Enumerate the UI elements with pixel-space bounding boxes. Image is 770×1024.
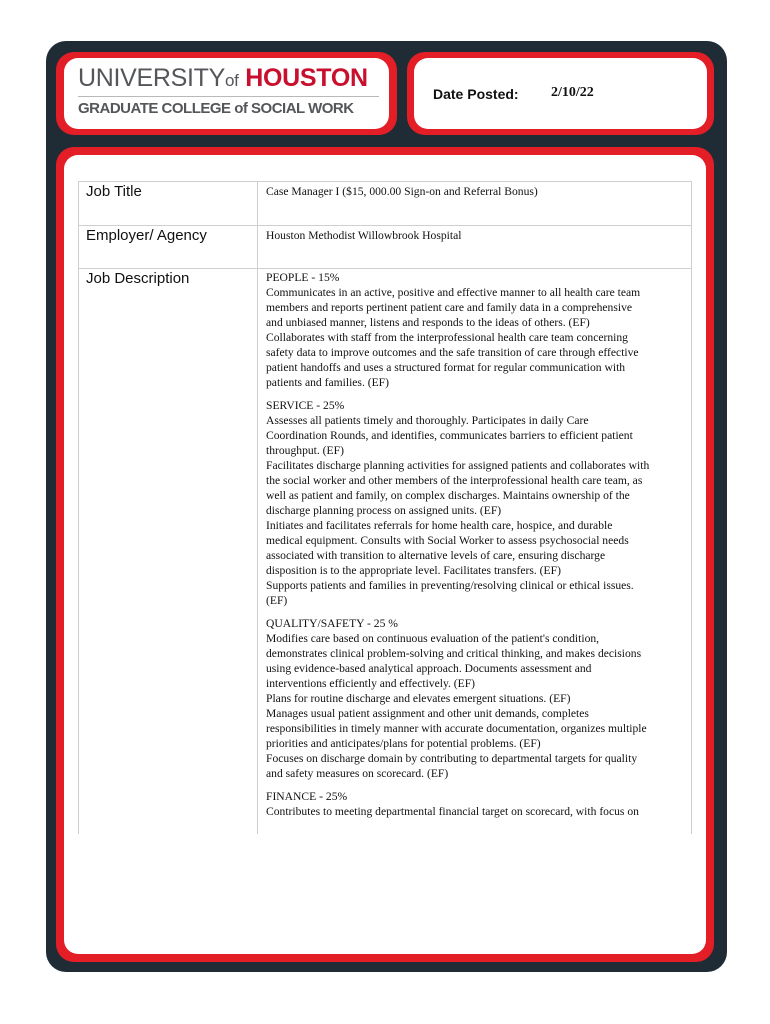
employer-value: Houston Methodist Willowbrook Hospital	[266, 229, 462, 242]
people-heading: PEOPLE - 15%	[266, 271, 340, 284]
description-line: Assesses all patients timely and thoroughly. Participates in daily Care	[266, 414, 589, 427]
logo-of-text: of	[225, 71, 239, 90]
description-line: Manages usual patient assignment and other unit demands, completes	[266, 707, 589, 720]
finance-heading: FINANCE - 25%	[266, 790, 348, 803]
description-line: safety data to improve outcomes and the safe transition of care through effective	[266, 346, 639, 359]
service-heading: SERVICE - 25%	[266, 399, 345, 412]
description-line: associated with transition to alternative levels of care, ensuring discharge	[266, 549, 606, 562]
description-line: and safety measures on scorecard. (EF)	[266, 767, 449, 780]
description-line: throughput. (EF)	[266, 444, 344, 457]
logo-houston-text: HOUSTON	[245, 64, 368, 92]
description-line: members and reports pertinent patient care and family data in a comprehensive	[266, 301, 633, 314]
date-posted-value: 2/10/22	[551, 85, 594, 100]
job-description-label: Job Description	[86, 270, 190, 287]
description-line: patient handoffs and uses a structured format for regular communication with	[266, 361, 626, 374]
description-line: discharge planning process on assigned units. (EF)	[266, 504, 502, 517]
description-line: well as patient and family, on complex discharges. Maintains ownership of the	[266, 489, 630, 502]
date-posted-label: Date Posted:	[433, 86, 519, 102]
description-line: Plans for routine discharge and elevates emergent situations. (EF)	[266, 692, 571, 705]
description-line: Facilitates discharge planning activities for assigned patients and collaborates with	[266, 459, 650, 472]
description-line: the social worker and other members of the interprofessional health care team, as	[266, 474, 643, 487]
table-row-divider	[78, 225, 692, 226]
description-line: Supports patients and families in preventing/resolving clinical or ethical issues.	[266, 579, 634, 592]
logo-college-text: GRADUATE COLLEGE of SOCIAL WORK	[78, 100, 354, 117]
description-line: interventions efficiently and effectively. (EF)	[266, 677, 476, 690]
employer-label: Employer/ Agency	[86, 227, 207, 244]
description-line: patients and families. (EF)	[266, 376, 389, 389]
job-description-text	[266, 270, 686, 819]
logo-university-text: UNIVERSITY	[78, 64, 226, 92]
table-column-divider	[257, 181, 258, 834]
description-line: Initiates and facilitates referrals for home health care, hospice, and durable	[266, 519, 613, 532]
description-line: and unbiased manner, listens and responds to the ideas of others. (EF)	[266, 316, 590, 329]
description-line: using evidence-based analytical approach. Documents assessment and	[266, 662, 592, 675]
description-line: Coordination Rounds, and identifies, communicates barriers to efficient patient	[266, 429, 633, 442]
table-row-divider	[78, 268, 692, 269]
quality-heading: QUALITY/SAFETY - 25 %	[266, 617, 398, 630]
logo-divider	[78, 96, 379, 97]
job-title-label: Job Title	[86, 183, 142, 200]
university-logo	[78, 64, 368, 95]
description-line: demonstrates clinical problem-solving and critical thinking, and makes decisions	[266, 647, 642, 660]
description-line: (EF)	[266, 594, 288, 607]
description-line: Communicates in an active, positive and effective manner to all health care team	[266, 286, 641, 299]
description-line: medical equipment. Consults with Social Worker to assess psychosocial needs	[266, 534, 629, 547]
description-line: Modifies care based on continuous evaluation of the patient's condition,	[266, 632, 600, 645]
description-line: disposition is to the appropriate level. Facilitates transfers. (EF)	[266, 564, 561, 577]
description-line: Collaborates with staff from the interprofessional health care team concerning	[266, 331, 628, 344]
description-line: priorities and anticipates/plans for potential problems. (EF)	[266, 737, 541, 750]
description-line: responsibilities in timely manner with accurate documentation, organizes multiple	[266, 722, 647, 735]
description-line: Contributes to meeting departmental financial target on scorecard, with focus on	[266, 805, 639, 818]
job-title-value: Case Manager I ($15, 000.00 Sign-on and Referral Bonus)	[266, 185, 538, 198]
description-line: Focuses on discharge domain by contributing to departmental targets for quality	[266, 752, 638, 765]
